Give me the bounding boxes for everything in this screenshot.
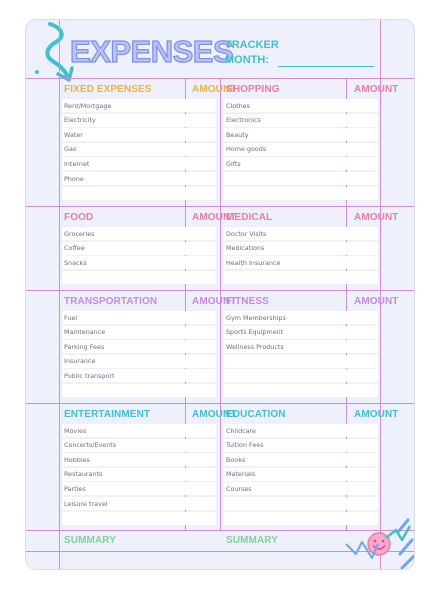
tracker-word: TRACKER <box>225 39 279 51</box>
month-label: MONTH: <box>225 54 269 66</box>
section-title: FITNESS <box>226 296 269 307</box>
summary-left-label: SUMMARY <box>64 535 116 546</box>
section-title: EDUCATION <box>226 409 286 420</box>
expense-item-label: Books <box>226 455 246 464</box>
entry-row[interactable] <box>224 157 378 170</box>
expense-item-label: Beauty <box>226 130 249 139</box>
amount-header: AMOUNT <box>354 296 399 307</box>
expense-item-label: Maintenance <box>64 328 106 337</box>
expense-item-label: Gym Memberships <box>226 313 286 322</box>
entry-row[interactable] <box>62 128 216 141</box>
expense-item-label: Parties <box>64 484 86 493</box>
entry-row[interactable] <box>224 369 378 382</box>
entry-row[interactable] <box>62 143 216 156</box>
expense-item-label: Doctor Visits <box>226 229 267 238</box>
entry-row[interactable] <box>62 512 216 525</box>
section-1 <box>60 207 399 290</box>
entry-row[interactable] <box>224 355 378 368</box>
entry-row[interactable] <box>224 453 378 466</box>
page-title: EXPENSES <box>70 34 234 69</box>
expense-item-label: Wellness Products <box>226 342 284 351</box>
expense-tracker-sheet <box>26 20 414 569</box>
entry-row[interactable] <box>224 497 378 510</box>
expense-item-label: Hobbies <box>64 455 90 464</box>
expense-item-label: Coffee <box>64 244 85 253</box>
expense-item-label: Insurance <box>64 357 96 366</box>
expense-item-label: Parking Fees <box>64 342 105 351</box>
expense-item-label: Electricity <box>64 116 96 125</box>
grid-line-right <box>380 20 381 569</box>
amount-header: AMOUNT <box>354 409 399 420</box>
expense-item-label: Clothes <box>226 101 250 110</box>
expense-item-label: Fuel <box>64 313 78 322</box>
expense-item-label: Public transport <box>64 371 115 380</box>
amount-header: AMOUNT <box>192 409 237 420</box>
expense-item-label: Gas <box>64 145 77 154</box>
section-title: ENTERTAINMENT <box>64 409 151 420</box>
tracker-label <box>225 38 279 68</box>
section-title: FOOD <box>64 212 94 223</box>
middle-column-divider <box>220 404 221 530</box>
expense-item-label: Childcare <box>226 426 256 435</box>
section-title: FIXED EXPENSES <box>64 84 152 95</box>
month-input-line[interactable] <box>278 66 374 67</box>
amount-header: AMOUNT <box>192 296 237 307</box>
entry-row[interactable] <box>62 242 216 255</box>
entry-row[interactable] <box>62 187 216 200</box>
section-title: MEDICAL <box>226 212 273 223</box>
entry-row[interactable] <box>62 311 216 324</box>
entry-row[interactable] <box>224 384 378 397</box>
amount-header: AMOUNT <box>192 212 237 223</box>
expense-item-label: Restaurants <box>64 470 103 479</box>
expense-item-label: Health Insurance <box>226 258 281 267</box>
summary-right-label: SUMMARY <box>226 535 278 546</box>
section-2 <box>60 291 399 403</box>
entry-row[interactable] <box>224 271 378 284</box>
entry-row[interactable] <box>62 271 216 284</box>
entry-row[interactable] <box>224 172 378 185</box>
expense-item-label: Movies <box>64 426 87 435</box>
amount-header: AMOUNT <box>354 212 399 223</box>
expense-item-label: Concerts/Events <box>64 441 117 450</box>
expense-item-label: Gifts <box>226 159 241 168</box>
expense-item-label: Internet <box>64 159 90 168</box>
entry-row[interactable] <box>62 384 216 397</box>
expense-item-label: Courses <box>226 484 252 493</box>
expense-item-label: Medications <box>226 244 265 253</box>
expense-item-label: Home goods <box>226 145 267 154</box>
entry-row[interactable] <box>62 172 216 185</box>
middle-column-divider <box>220 291 221 403</box>
expense-item-label: Leisure travel <box>64 499 108 508</box>
section-3 <box>60 404 399 530</box>
expense-item-label: Groceries <box>64 229 95 238</box>
amount-header: AMOUNT <box>354 84 399 95</box>
entry-row[interactable] <box>224 187 378 200</box>
section-title: SHOPPING <box>226 84 280 95</box>
amount-header: AMOUNT <box>192 84 237 95</box>
expense-item-label: Phone <box>64 174 84 183</box>
expense-item-label: Rent/Mortgage <box>64 101 112 110</box>
middle-column-divider <box>220 79 221 206</box>
expense-item-label: Tuition Fees <box>226 441 264 450</box>
expense-item-label: Materials <box>226 470 256 479</box>
zigzag-arrow-icon <box>342 514 414 569</box>
expense-item-label: Sports Equipment <box>226 328 284 337</box>
section-title: TRANSPORTATION <box>64 296 158 307</box>
expense-item-label: Snacks <box>64 258 87 267</box>
expense-item-label: Water <box>64 130 83 139</box>
expense-item-label: Electronics <box>226 116 261 125</box>
section-0 <box>60 79 399 206</box>
